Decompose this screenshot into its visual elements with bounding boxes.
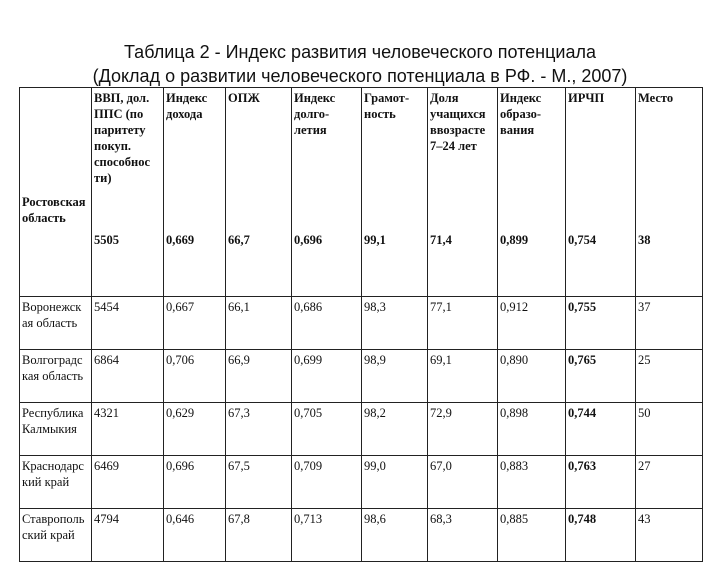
cell-literacy: 98,2 xyxy=(362,403,428,456)
title-line-2: (Доклад о развитии человеческого потенциала в РФ. - М., 2007) xyxy=(92,66,628,86)
cell-hdi: 0,744 xyxy=(566,403,636,456)
cell-hdi: 0,765 xyxy=(566,350,636,403)
table-header-row xyxy=(20,88,703,231)
cell-ole: 67,5 xyxy=(226,456,292,509)
table-row xyxy=(20,509,703,562)
cell-education: 0,898 xyxy=(498,403,566,456)
cell-gdp: 4794 xyxy=(92,509,164,562)
cell-income: 0,646 xyxy=(164,509,226,562)
table-cell-region xyxy=(20,88,92,297)
cell-ole: 66,7 xyxy=(226,230,292,296)
cell-education: 0,912 xyxy=(498,297,566,350)
title-line-1: Таблица 2 - Индекс развития человеческого потенциала xyxy=(124,42,596,62)
region-name: Ростовская область xyxy=(22,195,86,225)
cell-students: 69,1 xyxy=(428,350,498,403)
header-longevity-index: Индекс долго-летия xyxy=(292,88,362,231)
header-literacy: Грамот-ность xyxy=(362,88,428,231)
page-title xyxy=(0,40,720,88)
table-row xyxy=(20,403,703,456)
cell-region: Республика Калмыкия xyxy=(20,403,92,456)
cell-income: 0,706 xyxy=(164,350,226,403)
cell-longevity: 0,705 xyxy=(292,403,362,456)
cell-hdi: 0,755 xyxy=(566,297,636,350)
cell-rank: 27 xyxy=(636,456,703,509)
cell-region: Воронежск ая область xyxy=(20,297,92,350)
cell-ole: 67,3 xyxy=(226,403,292,456)
cell-gdp: 4321 xyxy=(92,403,164,456)
cell-ole: 67,8 xyxy=(226,509,292,562)
header-income-index: Индекс дохода xyxy=(164,88,226,231)
cell-hdi: 0,754 xyxy=(566,230,636,296)
cell-region: Ставрополь ский край xyxy=(20,509,92,562)
cell-education: 0,890 xyxy=(498,350,566,403)
header-rank: Место xyxy=(636,88,703,231)
header-gdp: ВВП, дол. ППС (по паритету покуп. способнос ти) xyxy=(92,88,164,231)
header-hdi: ИРЧП xyxy=(566,88,636,231)
cell-literacy: 98,9 xyxy=(362,350,428,403)
cell-income: 0,669 xyxy=(164,230,226,296)
cell-students: 67,0 xyxy=(428,456,498,509)
cell-longevity: 0,709 xyxy=(292,456,362,509)
cell-education: 0,899 xyxy=(498,230,566,296)
hdi-table xyxy=(19,87,703,562)
cell-literacy: 99,0 xyxy=(362,456,428,509)
cell-literacy: 98,3 xyxy=(362,297,428,350)
cell-students: 77,1 xyxy=(428,297,498,350)
cell-gdp: 6864 xyxy=(92,350,164,403)
cell-rank: 37 xyxy=(636,297,703,350)
cell-longevity: 0,686 xyxy=(292,297,362,350)
cell-rank: 50 xyxy=(636,403,703,456)
table-row xyxy=(20,230,703,296)
cell-longevity: 0,699 xyxy=(292,350,362,403)
cell-hdi: 0,763 xyxy=(566,456,636,509)
header-education-index: Индекс образо-вания xyxy=(498,88,566,231)
cell-income: 0,696 xyxy=(164,456,226,509)
cell-students: 72,9 xyxy=(428,403,498,456)
cell-region: Волгоградс кая область xyxy=(20,350,92,403)
cell-students: 68,3 xyxy=(428,509,498,562)
cell-income: 0,629 xyxy=(164,403,226,456)
cell-gdp: 5454 xyxy=(92,297,164,350)
header-student-share: Доля учащихся ввозрасте 7–24 лет xyxy=(428,88,498,231)
cell-income: 0,667 xyxy=(164,297,226,350)
table-row xyxy=(20,350,703,403)
cell-rank: 43 xyxy=(636,509,703,562)
table-row xyxy=(20,456,703,509)
cell-rank: 25 xyxy=(636,350,703,403)
cell-ole: 66,9 xyxy=(226,350,292,403)
cell-longevity: 0,696 xyxy=(292,230,362,296)
cell-rank: 38 xyxy=(636,230,703,296)
cell-education: 0,885 xyxy=(498,509,566,562)
table-row xyxy=(20,297,703,350)
cell-longevity: 0,713 xyxy=(292,509,362,562)
cell-ole: 66,1 xyxy=(226,297,292,350)
cell-education: 0,883 xyxy=(498,456,566,509)
cell-literacy: 98,6 xyxy=(362,509,428,562)
cell-literacy: 99,1 xyxy=(362,230,428,296)
header-life-expectancy: ОПЖ xyxy=(226,88,292,231)
cell-students: 71,4 xyxy=(428,230,498,296)
cell-hdi: 0,748 xyxy=(566,509,636,562)
cell-gdp: 5505 xyxy=(92,230,164,296)
cell-region: Краснодарс кий край xyxy=(20,456,92,509)
cell-gdp: 6469 xyxy=(92,456,164,509)
